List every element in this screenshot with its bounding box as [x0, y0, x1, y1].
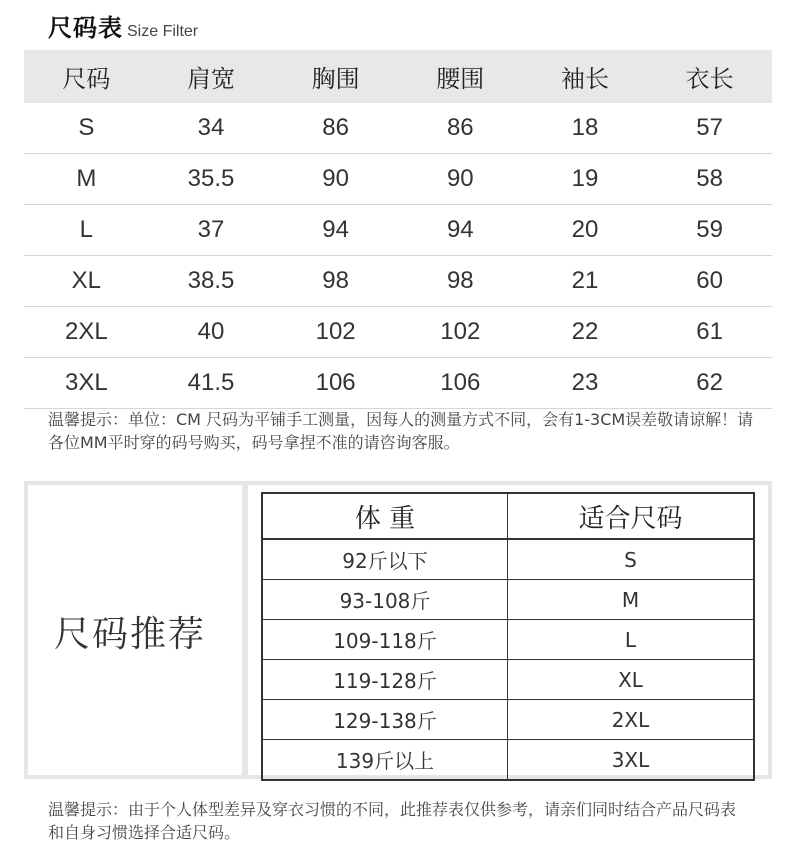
recommendation-label-area: [28, 485, 242, 775]
table-cell: 98: [398, 256, 523, 307]
size-cell: S: [507, 539, 754, 580]
table-row: [262, 700, 754, 740]
size-table-header: 袖长: [523, 50, 648, 103]
table-cell: L: [24, 205, 149, 256]
size-table-header: 腰围: [398, 50, 523, 103]
weight-cell: 129-138斤: [262, 700, 507, 740]
table-cell: 59: [647, 205, 772, 256]
table-cell: 102: [273, 307, 398, 358]
recommendation-table-area: [248, 485, 768, 775]
table-cell: 35.5: [149, 154, 274, 205]
table-cell: 86: [398, 103, 523, 154]
table-cell: M: [24, 154, 149, 205]
table-cell: 58: [647, 154, 772, 205]
table-cell: 102: [398, 307, 523, 358]
table-row: [262, 740, 754, 781]
table-row: [24, 154, 772, 205]
table-row: [24, 205, 772, 256]
weight-cell: 119-128斤: [262, 660, 507, 700]
table-cell: 37: [149, 205, 274, 256]
table-row: [262, 539, 754, 580]
recommendation-header-row: [262, 493, 754, 539]
size-cell: 3XL: [507, 740, 754, 781]
size-cell: M: [507, 580, 754, 620]
size-table-header: 胸围: [273, 50, 398, 103]
size-table-header-row: [24, 50, 772, 103]
table-cell: 18: [523, 103, 648, 154]
size-recommendation-panel: [24, 481, 772, 779]
table-row: [262, 580, 754, 620]
table-cell: 2XL: [24, 307, 149, 358]
table-cell: 61: [647, 307, 772, 358]
size-cell: 2XL: [507, 700, 754, 740]
weight-cell: 139斤以上: [262, 740, 507, 781]
table-cell: 106: [398, 358, 523, 409]
recommendation-title: 尺码推荐: [54, 614, 207, 655]
table-row: [24, 358, 772, 409]
table-cell: S: [24, 103, 149, 154]
table-cell: 86: [273, 103, 398, 154]
page-title: [48, 8, 198, 40]
table-cell: 60: [647, 256, 772, 307]
measurement-note: 温馨提示：单位：CM 尺码为平铺手工测量，因每人的测量方式不同，会有1-3CM误差敬请谅解！请各位MM平时穿的码号购买，码号拿捏不准的请咨询客服。: [48, 410, 754, 452]
title-chinese: 尺码表: [48, 14, 123, 42]
table-row: [262, 660, 754, 700]
table-cell: 23: [523, 358, 648, 409]
size-cell: L: [507, 620, 754, 660]
size-cell: XL: [507, 660, 754, 700]
table-cell: 98: [273, 256, 398, 307]
table-row: [24, 307, 772, 358]
table-cell: XL: [24, 256, 149, 307]
table-row: [24, 256, 772, 307]
table-cell: 3XL: [24, 358, 149, 409]
recommendation-table: [261, 492, 755, 781]
table-row: [262, 620, 754, 660]
table-cell: 94: [273, 205, 398, 256]
weight-cell: 92斤以下: [262, 539, 507, 580]
table-cell: 20: [523, 205, 648, 256]
size-chart-table: [24, 50, 772, 409]
table-cell: 34: [149, 103, 274, 154]
table-cell: 106: [273, 358, 398, 409]
table-cell: 19: [523, 154, 648, 205]
table-cell: 21: [523, 256, 648, 307]
table-cell: 41.5: [149, 358, 274, 409]
size-table-header: 肩宽: [149, 50, 274, 103]
recommendation-header: 适合尺码: [507, 493, 754, 539]
recommendation-note: 温馨提示：由于个人体型差异及穿衣习惯的不同，此推荐表仅供参考，请亲们同时结合产品尺码表和自身习惯选择合适尺码。: [48, 800, 737, 842]
weight-cell: 93-108斤: [262, 580, 507, 620]
weight-cell: 109-118斤: [262, 620, 507, 660]
table-cell: 90: [273, 154, 398, 205]
table-cell: 22: [523, 307, 648, 358]
table-row: [24, 103, 772, 154]
table-cell: 40: [149, 307, 274, 358]
size-table-header: 衣长: [647, 50, 772, 103]
title-english: Size Filter: [127, 23, 199, 40]
table-cell: 57: [647, 103, 772, 154]
table-cell: 90: [398, 154, 523, 205]
table-cell: 38.5: [149, 256, 274, 307]
table-cell: 94: [398, 205, 523, 256]
recommendation-header: 体 重: [262, 493, 507, 539]
table-cell: 62: [647, 358, 772, 409]
size-table-header: 尺码: [24, 50, 149, 103]
